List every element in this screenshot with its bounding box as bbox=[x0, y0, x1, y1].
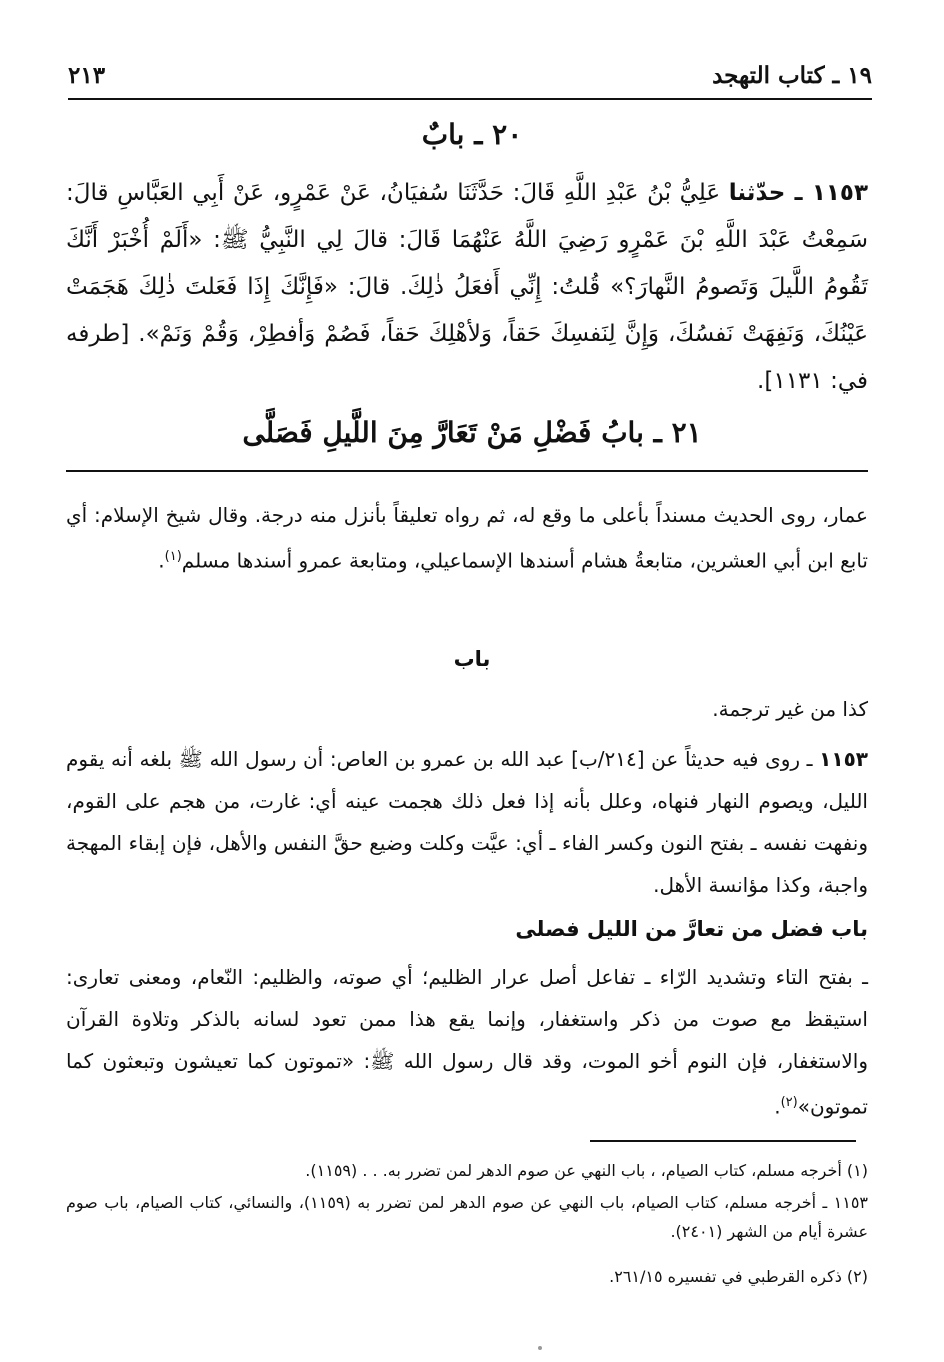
commentary-hadith-number: ١١٥٣ bbox=[819, 747, 868, 771]
bab-21-commentary-heading: باب فضل من تعارَّ من الليل فصلى bbox=[515, 917, 868, 941]
bab-20-heading: ٢٠ ـ بابٌ bbox=[421, 118, 523, 151]
footnote-1153: ١١٥٣ ـ أخرجه مسلم، كتاب الصيام، باب النهي عن صوم الدهر لمن تضرر به (١١٥٩)، والنسائي، كتاب الصيام، باب صوم عشرة أيام من الشهر (٢٤٠١). bbox=[66, 1193, 868, 1241]
commentary-hadith-1153 bbox=[66, 738, 868, 906]
commentary-text-2: ـ بفتح التاء وتشديد الرّاء ـ تفاعل أصل عرار الظليم؛ أي صوته، والظليم: النّعام، ومعنى تعارى: استيقظ مع صوت من ذكر واستغفار، وإنما يقع هذا ممن تعود لسانه بالذكر وتلاوة القرآن والاستغفار، فإن النوم أخو الموت، وقد قال رسول الله ﷺ: «تموتون كما تعيشون وتبعثون كما تموتون» bbox=[66, 965, 868, 1119]
bab-heading: باب bbox=[453, 647, 491, 671]
commentary-paragraph-2 bbox=[66, 956, 868, 1128]
commentary-text: عمار، روى الحديث مسنداً بأعلى ما وقع له، ثم رواه تعليقاً بأنزل منه درجة. وقال شيخ الإسلام: أي تابع ابن أبي العشرين، متابعةُ هشام أسندها الإسماعيلي، ومتابعة عمرو أسندها مسلم bbox=[66, 503, 868, 573]
footnote-1: (١) أخرجه مسلم، كتاب الصيام، ، باب النهي عن صوم الدهر لمن تضرر به. . . (١١٥٩). bbox=[305, 1161, 868, 1180]
no-title-note: كذا من غير ترجمة. bbox=[712, 697, 868, 721]
hadith-text: عَلِيُّ بْنُ عَبْدِ اللَّهِ قَالَ: حَدَّثَنَا سُفيَانُ، عَنْ عَمْرٍو، عَنْ أَبِي العَبَّاسِ قالَ: سَمِعْتُ عَبْدَ اللَّهِ بْنَ عَمْرٍو رَضِيَ اللَّهُ عَنْهُمَا قَالَ: قالَ لِي النَّبِيُّ ﷺ: «أَلَمْ أُخْبَرْ أَنَّكَ تَقُومُ اللَّيلَ وَتَصومُ النَّهارَ؟» قُلتُ: إِنِّي أَفعَلُ ذٰلِكَ. قالَ: «فَإِنَّكَ إِذَا فَعَلتَ ذٰلِكَ هَجَمَتْ عَيْنُكَ، وَنَفِهَتْ نَفسُكَ، وَإِنَّ لِنَفسِكَ حَقاً، وَلأهْلِكَ حَقاً، فَصُمْ وَأفطِرْ، وَقُمْ وَنَمْ». [طرفه في: ١١٣١]. bbox=[66, 180, 868, 394]
section-divider bbox=[66, 470, 868, 472]
bab-21-heading: ٢١ ـ بابُ فَضْلِ مَنْ تَعَارَّ مِنَ اللَّيلِ فَصَلَّى bbox=[242, 416, 702, 449]
commentary-end: . bbox=[158, 548, 165, 573]
commentary-paragraph-1 bbox=[66, 494, 868, 582]
footnote-ref-1[interactable]: (١) bbox=[164, 549, 182, 564]
hadith-1153-main bbox=[66, 170, 868, 405]
footnote-2: (٢) ذكره القرطبي في تفسيره ٢٦١/١٥. bbox=[609, 1267, 868, 1286]
chapter-title: ١٩ ـ كتاب التهجد bbox=[712, 62, 872, 89]
footnote-divider bbox=[590, 1140, 856, 1142]
running-header bbox=[68, 58, 872, 100]
scan-dot bbox=[538, 1346, 542, 1350]
page-number: ٢١٣ bbox=[68, 62, 106, 89]
hadith-number: ١١٥٣ ـ حدّثنا bbox=[728, 180, 868, 206]
commentary-end-2: . bbox=[774, 1094, 781, 1119]
commentary-hadith-text: ـ روى فيه حديثاً عن [٢١٤/ب] عبد الله بن عمرو بن العاص: أن رسول الله ﷺ بلغه أنه يقوم الليل، ويصوم النهار فنهاه، وعلل بأنه إذا فعل ذلك هجمت عينه أي: غارت، من هجم على القوم، ونفهت نفسه ـ بفتح النون وكسر الفاء ـ أي: عيَّت وكلت وضيع حقَّ النفس والأهل، فإن إبقاء المهجة واجبة، وكذا مؤانسة الأهل. bbox=[66, 747, 868, 897]
footnote-ref-2[interactable]: (٢) bbox=[780, 1095, 798, 1110]
